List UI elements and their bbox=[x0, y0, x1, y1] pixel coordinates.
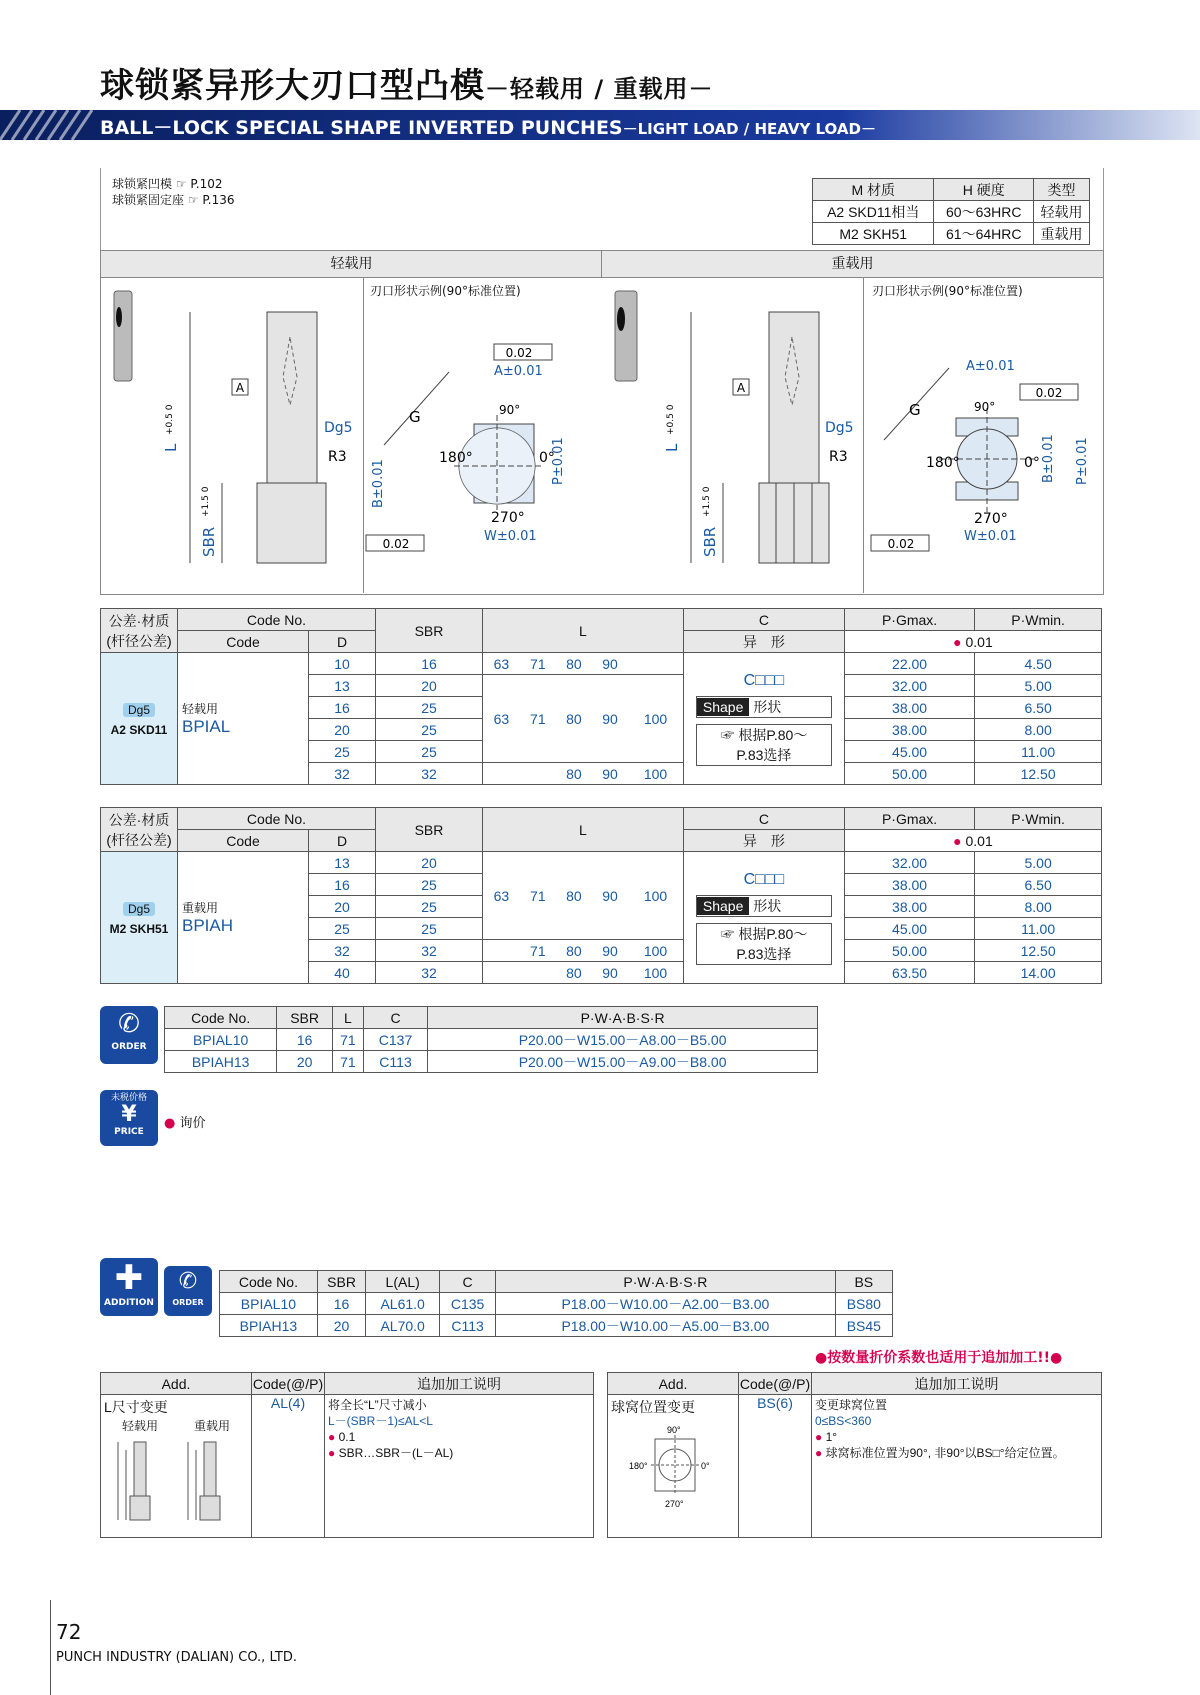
sbr-cell: 16 bbox=[376, 653, 483, 675]
pg-cell: 50.00 bbox=[844, 940, 974, 962]
d-cell: 20 bbox=[309, 896, 376, 918]
flatness-label: 0.02 bbox=[887, 537, 915, 551]
addition-badge bbox=[100, 1258, 158, 1316]
d-cell: 10 bbox=[309, 653, 376, 675]
l-cell: 71 bbox=[520, 852, 556, 940]
l-cell: 100 bbox=[628, 962, 683, 984]
code-subheader: Code bbox=[178, 631, 309, 653]
d-cell: 13 bbox=[309, 675, 376, 697]
order-col-code: Code No. bbox=[165, 1007, 277, 1029]
pg-cell: 45.00 bbox=[844, 918, 974, 940]
order-badge bbox=[164, 1266, 212, 1316]
pw-cell: 5.00 bbox=[975, 675, 1102, 697]
dg5-label: Dg5 bbox=[324, 420, 353, 436]
order-col-code: Code No. bbox=[220, 1271, 318, 1293]
material-table bbox=[812, 178, 1090, 245]
g-label: G bbox=[909, 401, 921, 419]
order-col-l: L bbox=[332, 1007, 363, 1029]
l-cell: 100 bbox=[628, 763, 683, 785]
yen-icon: ¥ bbox=[121, 1102, 137, 1127]
sbr-cell: 25 bbox=[376, 896, 483, 918]
l-cell: 71 bbox=[520, 675, 556, 763]
order-badge bbox=[100, 1006, 158, 1064]
l-cell: 80 bbox=[556, 653, 592, 675]
d-cell: 16 bbox=[309, 697, 376, 719]
punch-photo bbox=[615, 291, 637, 381]
material-header: M 材质 bbox=[813, 179, 934, 201]
l-cell: 100 bbox=[628, 940, 683, 962]
add-name: L尺寸变更 bbox=[104, 1399, 168, 1415]
pg-cell: 50.00 bbox=[844, 763, 974, 785]
d-header: D bbox=[309, 830, 376, 852]
type-cell: 重载用 bbox=[1034, 223, 1090, 245]
order-cell: 20 bbox=[317, 1315, 365, 1337]
l-cell: 90 bbox=[592, 940, 628, 962]
order-cell: C135 bbox=[440, 1293, 496, 1315]
tol-header: 公差·材质 bbox=[108, 811, 170, 828]
additional-processing-l: Add. Code(@/P) 追加加工说明 L尺寸变更 轻载用 重载用 AL(4) 将全长“L”尺寸减小 L－(SBR－1)≤AL<L ● 0.1 ● SBR…SBR－(L－AL) bbox=[100, 1372, 594, 1538]
edge-example-label: 刃口形状示例(90°标准位置) bbox=[872, 284, 1023, 298]
sbr-cell: 32 bbox=[376, 940, 483, 962]
l-header: L bbox=[483, 609, 684, 653]
sbr-cell: 25 bbox=[376, 918, 483, 940]
pw-cell: 8.00 bbox=[975, 896, 1102, 918]
angle-270: 270° bbox=[974, 511, 1008, 527]
order-col-sbr: SBR bbox=[277, 1007, 333, 1029]
order-cell: C113 bbox=[363, 1051, 427, 1073]
price-note: ● 询价 bbox=[164, 1116, 206, 1131]
price-badge-top: 未税价格 bbox=[110, 1093, 147, 1103]
add-range: L－(SBR－1)≤AL<L bbox=[328, 1414, 433, 1428]
order-cell: P18.00－W10.00－A5.00－B3.00 bbox=[496, 1315, 836, 1337]
l-cell: 71 bbox=[520, 940, 556, 962]
sbr-cell: 25 bbox=[376, 741, 483, 763]
material-label: M2 SKH51 bbox=[109, 921, 169, 936]
sbr-cell: 32 bbox=[376, 763, 483, 785]
order-table bbox=[164, 1006, 818, 1073]
tol-header-sub: (杆径公差) bbox=[106, 632, 172, 649]
heavy-load-header: 重载用 bbox=[601, 250, 1104, 278]
pg-cell: 38.00 bbox=[844, 896, 974, 918]
d-cell: 32 bbox=[309, 763, 376, 785]
c-note[interactable]: ☞ 根据P.80～ bbox=[720, 726, 808, 743]
page-title-en: BALL－LOCK SPECIAL SHAPE INVERTED PUNCHES－LIGHT LOAD / HEAVY LOAD－ bbox=[100, 117, 876, 139]
pw-cell: 8.00 bbox=[975, 719, 1102, 741]
dg5-label: Dg5 bbox=[825, 420, 854, 436]
w-tol-label: W±0.01 bbox=[964, 529, 1017, 544]
pw-cell: 5.00 bbox=[975, 852, 1102, 874]
light-label: 轻载用 bbox=[121, 1419, 158, 1433]
order-cell: BS45 bbox=[835, 1315, 892, 1337]
angle-0: 0° bbox=[539, 450, 555, 466]
b-tol-label: B±0.01 bbox=[1041, 434, 1056, 483]
page-number: 72 bbox=[56, 1620, 82, 1644]
footer-rule bbox=[50, 1600, 51, 1695]
bs-position-drawing bbox=[611, 1417, 735, 1517]
shape-label: 形状 bbox=[753, 698, 782, 715]
sbr-tol-label: +1.5 0 bbox=[702, 486, 712, 517]
material-cell: M2 SKH51 bbox=[813, 223, 934, 245]
order-cell: BPIAH13 bbox=[165, 1051, 277, 1073]
tol-badge: Dg5 bbox=[123, 703, 155, 717]
l-tol-label: +0.5 0 bbox=[666, 404, 676, 435]
order-cell: BPIAL10 bbox=[165, 1029, 277, 1051]
order-cell: BPIAL10 bbox=[220, 1293, 318, 1315]
angle-180: 180° bbox=[439, 450, 473, 466]
r3-label: R3 bbox=[829, 449, 848, 465]
order-badge-label: ORDER bbox=[111, 1042, 147, 1052]
order-col-pwabsr: P·W·A·B·S·R bbox=[496, 1271, 836, 1293]
d-cell: 40 bbox=[309, 962, 376, 984]
code-label: BPIAH bbox=[182, 916, 234, 935]
order-cell: 71 bbox=[332, 1029, 363, 1051]
plus-icon: ✚ bbox=[114, 1258, 144, 1298]
add-col: Add. bbox=[101, 1373, 252, 1395]
d-cell: 32 bbox=[309, 940, 376, 962]
code-col: Code(@/P) bbox=[739, 1373, 812, 1395]
light-load-header: 轻载用 bbox=[100, 250, 603, 278]
ref-retainer[interactable]: 球锁紧固定座 ☞ P.136 bbox=[112, 193, 235, 207]
c-note[interactable]: ☞ 根据P.80～ bbox=[720, 925, 808, 942]
l-cell: 100 bbox=[628, 852, 683, 940]
g-label: G bbox=[409, 408, 421, 426]
type-cell: 轻载用 bbox=[1034, 201, 1090, 223]
order-col-bs: BS bbox=[835, 1271, 892, 1293]
code-col: Code(@/P) bbox=[252, 1373, 325, 1395]
angle-270: 270° bbox=[491, 510, 525, 526]
desc-col: 追加加工说明 bbox=[812, 1373, 1102, 1395]
d-cell: 16 bbox=[309, 874, 376, 896]
pg-cell: 63.50 bbox=[844, 962, 974, 984]
d-cell: 13 bbox=[309, 852, 376, 874]
c-note-page: P.83选择 bbox=[736, 945, 792, 962]
type-label: 重载用 bbox=[182, 901, 219, 915]
l-label: L bbox=[162, 443, 180, 452]
pw-cell: 12.50 bbox=[975, 763, 1102, 785]
order-col-c: C bbox=[440, 1271, 496, 1293]
add-increment: 1° bbox=[825, 1430, 838, 1444]
pw-cell: 14.00 bbox=[975, 962, 1102, 984]
c-subheader: 异 形 bbox=[683, 631, 844, 653]
sbr-label: SBR bbox=[200, 526, 218, 557]
price-badge bbox=[100, 1090, 158, 1146]
flatness-label: 0.02 bbox=[1035, 386, 1063, 400]
price-badge-label: PRICE bbox=[114, 1127, 144, 1137]
pg-cell: 38.00 bbox=[844, 874, 974, 896]
l-tol-label: +0.5 0 bbox=[165, 404, 175, 435]
addition-order-table bbox=[219, 1270, 893, 1337]
light-punch-drawing bbox=[100, 277, 362, 593]
c-header: C bbox=[683, 808, 844, 830]
pw-cell: 4.50 bbox=[975, 653, 1102, 675]
material-label: A2 SKD11 bbox=[110, 722, 168, 737]
d-cell: 25 bbox=[309, 741, 376, 763]
pw-cell: 12.50 bbox=[975, 940, 1102, 962]
angle-0: 0° bbox=[1024, 455, 1040, 471]
phone-icon: ✆ bbox=[118, 1009, 140, 1039]
order-cell: P18.00－W10.00－A2.00－B3.00 bbox=[496, 1293, 836, 1315]
add-col: Add. bbox=[608, 1373, 739, 1395]
heavy-edge-shape bbox=[864, 300, 1100, 590]
flatness-label: 0.02 bbox=[505, 346, 533, 360]
order-cell: 16 bbox=[317, 1293, 365, 1315]
order-col-sbr: SBR bbox=[317, 1271, 365, 1293]
order-cell: 16 bbox=[277, 1029, 333, 1051]
p-tol-label: P±0.01 bbox=[1075, 437, 1090, 485]
sbr-cell: 25 bbox=[376, 719, 483, 741]
order-cell: P20.00－W15.00－A8.00－B5.00 bbox=[428, 1029, 818, 1051]
l-cell: 80 bbox=[556, 852, 592, 940]
sbr-cell: 25 bbox=[376, 874, 483, 896]
heavy-label: 重载用 bbox=[193, 1419, 230, 1433]
page-title: 球锁紧异形大刃口型凸模－轻载用 / 重载用－ bbox=[100, 66, 714, 106]
tol-badge: Dg5 bbox=[123, 902, 155, 916]
spec-table-heavy: 公差·材质 (杆径公差) Code No. SBR L C P·Gmax. P·Wmin. Code D 异 形 ● 0.01 Dg5 M2 SKH51 重载用 BPIAH 13 20 63 71 80 90 100 C□□□ Shape 形状 ☞ 根据P.80～ P.83选择 32.00 5.00 16 25 38.00 6.50 20 25 38.00 8.00 25 25 45.00 11.00 32 32 71 80 90 100 50.00 12.50 40 32 80 90 100 63.50 14.00 bbox=[100, 807, 1102, 984]
shape-badge: Shape bbox=[697, 897, 749, 915]
add-note: 球窝标准位置为90°, 非90°以BS□°给定位置。 bbox=[825, 1446, 1065, 1460]
reference-links bbox=[112, 176, 234, 208]
l-cell: 63 bbox=[483, 852, 520, 940]
price-text: 询价 bbox=[179, 1116, 206, 1131]
sbr-cell: 20 bbox=[376, 852, 483, 874]
add-code: BS(6) bbox=[739, 1395, 812, 1538]
material-cell: A2 SKD11相当 bbox=[813, 201, 934, 223]
add-range: 0≤BS<360 bbox=[815, 1414, 872, 1428]
order-cell: C113 bbox=[440, 1315, 496, 1337]
shape-label: 形状 bbox=[753, 897, 782, 914]
a-tol-label: A±0.01 bbox=[494, 364, 543, 379]
pg-header: P·Gmax. bbox=[844, 609, 974, 631]
c-code: C□□□ bbox=[743, 870, 785, 888]
add-increment: 0.1 bbox=[338, 1430, 356, 1444]
b-tol-label: B±0.01 bbox=[371, 459, 386, 508]
edge-example-label: 刃口形状示例(90°标准位置) bbox=[370, 284, 521, 298]
pg-header: P·Gmax. bbox=[844, 808, 974, 830]
p-tol-label: P±0.01 bbox=[551, 437, 566, 485]
l-cell: 63 bbox=[483, 675, 520, 763]
angle-180: 180° bbox=[629, 1461, 648, 1471]
c-note-page: P.83选择 bbox=[736, 746, 792, 763]
pg-cell: 22.00 bbox=[844, 653, 974, 675]
order-col-c: C bbox=[363, 1007, 427, 1029]
tol-header: 公差·材质 bbox=[108, 612, 170, 629]
hardness-header: H 硬度 bbox=[934, 179, 1034, 201]
l-cell: 80 bbox=[556, 962, 592, 984]
order-cell: AL61.0 bbox=[366, 1293, 440, 1315]
flatness-label: 0.02 bbox=[382, 537, 410, 551]
code-header: Code No. bbox=[178, 609, 376, 631]
pw-header: P·Wmin. bbox=[975, 808, 1102, 830]
l-label: L bbox=[663, 443, 681, 452]
order-col-lal: L(AL) bbox=[366, 1271, 440, 1293]
code-header: Code No. bbox=[178, 808, 376, 830]
pw-cell: 6.50 bbox=[975, 697, 1102, 719]
sbr-header: SBR bbox=[376, 808, 483, 852]
sbr-cell: 25 bbox=[376, 697, 483, 719]
l-change-drawing bbox=[104, 1434, 244, 1524]
tol-header-sub: (杆径公差) bbox=[106, 831, 172, 848]
sbr-header: SBR bbox=[376, 609, 483, 653]
type-label: 轻载用 bbox=[182, 702, 219, 716]
angle-270: 270° bbox=[665, 1499, 684, 1509]
a-tol-label: A±0.01 bbox=[966, 359, 1015, 374]
code-label: BPIAL bbox=[182, 717, 231, 736]
shape-badge: Shape bbox=[697, 698, 749, 716]
r3-label: R3 bbox=[328, 449, 347, 465]
l-cell: 90 bbox=[592, 962, 628, 984]
pg-cell: 32.00 bbox=[844, 852, 974, 874]
l-cell: 90 bbox=[592, 763, 628, 785]
order-cell: C137 bbox=[363, 1029, 427, 1051]
angle-90: 90° bbox=[499, 403, 521, 417]
ref-die[interactable]: 球锁紧凹模 ☞ P.102 bbox=[112, 177, 223, 191]
order-cell: 20 bbox=[277, 1051, 333, 1073]
add-name: 球窝位置变更 bbox=[611, 1399, 695, 1415]
add-code: AL(4) bbox=[252, 1395, 325, 1538]
order-col-pwabsr: P·W·A·B·S·R bbox=[428, 1007, 818, 1029]
l-cell: 80 bbox=[556, 763, 592, 785]
hardness-cell: 60～63HRC bbox=[934, 201, 1034, 223]
angle-0: 0° bbox=[701, 1461, 710, 1471]
sbr-tol-label: +1.5 0 bbox=[201, 486, 211, 517]
code-subheader: Code bbox=[178, 830, 309, 852]
d-header: D bbox=[309, 631, 376, 653]
l-cell: 80 bbox=[556, 940, 592, 962]
pg-cell: 32.00 bbox=[844, 675, 974, 697]
type-header: 类型 bbox=[1034, 179, 1090, 201]
datum-a-label: A bbox=[736, 381, 746, 395]
add-note: SBR…SBR－(L－AL) bbox=[338, 1446, 454, 1460]
c-code: C□□□ bbox=[743, 671, 785, 689]
sbr-cell: 32 bbox=[376, 962, 483, 984]
phone-icon: ✆ bbox=[178, 1269, 198, 1294]
order-cell: BPIAH13 bbox=[220, 1315, 318, 1337]
discount-note: ●按数量折价系数也适用于追加加工!!● bbox=[815, 1350, 1063, 1366]
l-header: L bbox=[483, 808, 684, 852]
pw-header: P·Wmin. bbox=[975, 609, 1102, 631]
datum-a-label: A bbox=[235, 381, 245, 395]
angle-90: 90° bbox=[667, 1425, 681, 1435]
pg-cell: 38.00 bbox=[844, 697, 974, 719]
order-cell: 71 bbox=[332, 1051, 363, 1073]
l-cell: 90 bbox=[592, 852, 628, 940]
heavy-punch-drawing bbox=[601, 277, 863, 593]
pg-cell: 38.00 bbox=[844, 719, 974, 741]
desc-col: 追加加工说明 bbox=[325, 1373, 594, 1395]
w-tol-label: W±0.01 bbox=[484, 529, 537, 544]
punch-photo bbox=[114, 291, 132, 381]
pw-cell: 11.00 bbox=[975, 918, 1102, 940]
c-subheader: 异 形 bbox=[683, 830, 844, 852]
l-cell: 90 bbox=[592, 653, 628, 675]
pw-cell: 11.00 bbox=[975, 741, 1102, 763]
add-desc: 将全长“L”尺寸减小 bbox=[328, 1398, 427, 1412]
order-cell: P20.00－W15.00－A9.00－B8.00 bbox=[428, 1051, 818, 1073]
light-edge-shape bbox=[364, 300, 600, 590]
additional-processing-bs: Add. Code(@/P) 追加加工说明 球窝位置变更 90° 180° 0° 270° BS(6) 变更球窝位置 0≤BS<360 ● 1° ● 球窝标准位置为90°, 非90°以BS□°给定位置。 bbox=[607, 1372, 1102, 1538]
d-cell: 25 bbox=[309, 918, 376, 940]
spec-table-light: 公差·材质 (杆径公差) Code No. SBR L C P·Gmax. P·Wmin. Code D 异 形 ● 0.01 Dg5 A2 SKD11 轻载用 BPIAL 10 16 63 71 80 90 C□□□ Shape 形状 ☞ 根据P.80～ P.83选择 22.00 4.50 13 20 63 71 80 90 100 32.00 5.00 16 25 38.00 6.50 20 25 38.00 8.00 25 25 45.00 11.00 32 32 80 90 100 50.00 12.50 bbox=[100, 608, 1102, 785]
angle-180: 180° bbox=[926, 455, 960, 471]
sbr-cell: 20 bbox=[376, 675, 483, 697]
company-name: PUNCH INDUSTRY (DALIAN) CO., LTD. bbox=[56, 1650, 297, 1665]
add-desc: 变更球窝位置 bbox=[815, 1398, 888, 1412]
l-cell: 63 bbox=[483, 653, 520, 675]
d-cell: 20 bbox=[309, 719, 376, 741]
l-cell: 80 bbox=[556, 675, 592, 763]
increment: 0.01 bbox=[965, 832, 993, 849]
order-cell: BS80 bbox=[835, 1293, 892, 1315]
hardness-cell: 61～64HRC bbox=[934, 223, 1034, 245]
c-header: C bbox=[683, 609, 844, 631]
addition-badge-label: ADDITION bbox=[104, 1298, 154, 1308]
angle-90: 90° bbox=[974, 400, 996, 414]
pg-cell: 45.00 bbox=[844, 741, 974, 763]
pw-cell: 6.50 bbox=[975, 874, 1102, 896]
l-cell: 90 bbox=[592, 675, 628, 763]
order-badge-label: ORDER bbox=[172, 1298, 204, 1307]
order-cell: AL70.0 bbox=[366, 1315, 440, 1337]
increment: 0.01 bbox=[965, 633, 993, 650]
sbr-label: SBR bbox=[701, 526, 719, 557]
l-cell: 100 bbox=[628, 675, 683, 763]
l-cell: 71 bbox=[520, 653, 556, 675]
